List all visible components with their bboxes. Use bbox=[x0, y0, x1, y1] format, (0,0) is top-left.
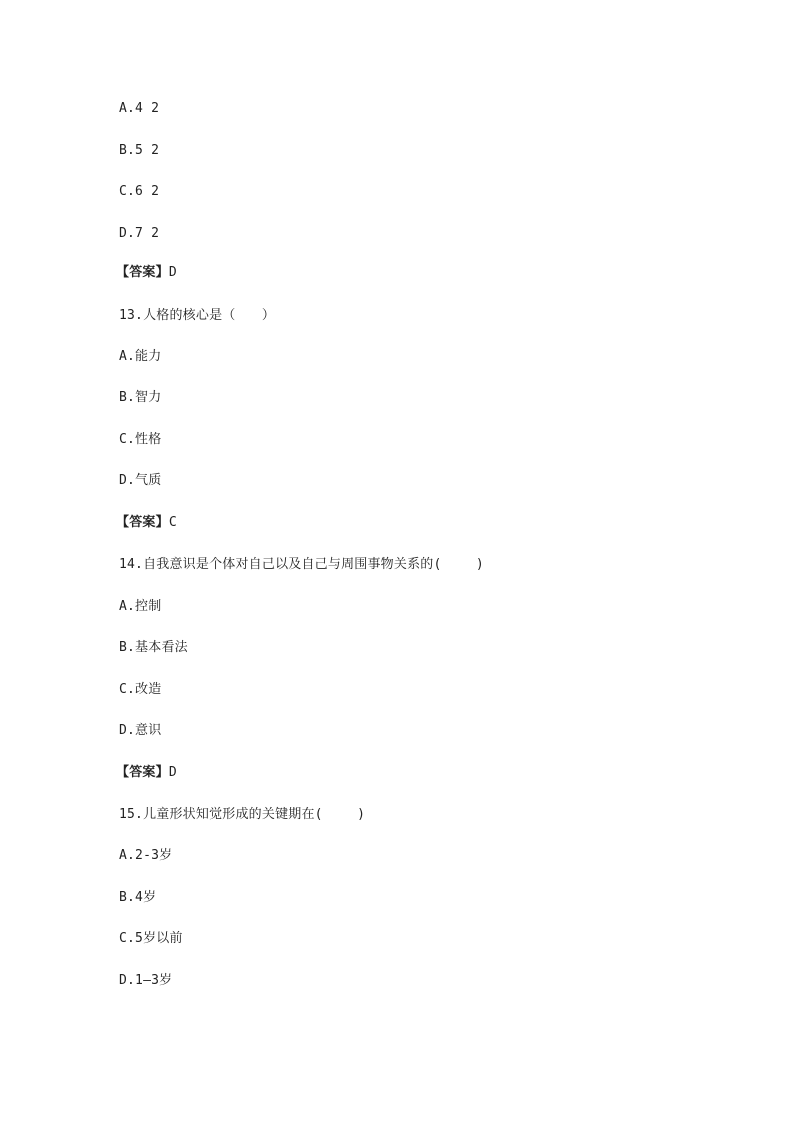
answer-value: D bbox=[168, 765, 177, 780]
option-a: A.能力 bbox=[119, 349, 162, 364]
option-d: D.气质 bbox=[119, 473, 162, 488]
option-c: C.性格 bbox=[119, 432, 162, 447]
option-b: B.5 2 bbox=[119, 143, 160, 158]
option-c: C.5岁以前 bbox=[119, 931, 183, 946]
option-c: C.改造 bbox=[119, 682, 162, 697]
option-c: C.6 2 bbox=[119, 184, 160, 199]
question-stem: 15.儿童形状知觉形成的关键期在( ) bbox=[119, 807, 366, 822]
answer-label: 【答案】 bbox=[116, 765, 169, 780]
answer-value: D bbox=[168, 265, 177, 280]
option-b: B.4岁 bbox=[119, 890, 157, 905]
option-a: A.控制 bbox=[119, 599, 162, 614]
option-b: B.智力 bbox=[119, 390, 162, 405]
answer-line bbox=[116, 765, 177, 781]
answer-value: C bbox=[168, 515, 177, 530]
answer-line bbox=[116, 515, 177, 531]
option-b: B.基本看法 bbox=[119, 640, 188, 655]
question-stem: 13.人格的核心是（ ） bbox=[119, 308, 276, 323]
option-d: D.7 2 bbox=[119, 226, 160, 241]
answer-label: 【答案】 bbox=[116, 515, 169, 530]
option-d: D.1—3岁 bbox=[119, 973, 173, 988]
answer-label: 【答案】 bbox=[116, 265, 169, 280]
option-a: A.4 2 bbox=[119, 101, 160, 116]
question-stem: 14.自我意识是个体对自己以及自己与周围事物关系的( ) bbox=[119, 557, 484, 572]
answer-line bbox=[116, 265, 177, 281]
option-a: A.2-3岁 bbox=[119, 848, 173, 863]
option-d: D.意识 bbox=[119, 723, 162, 738]
